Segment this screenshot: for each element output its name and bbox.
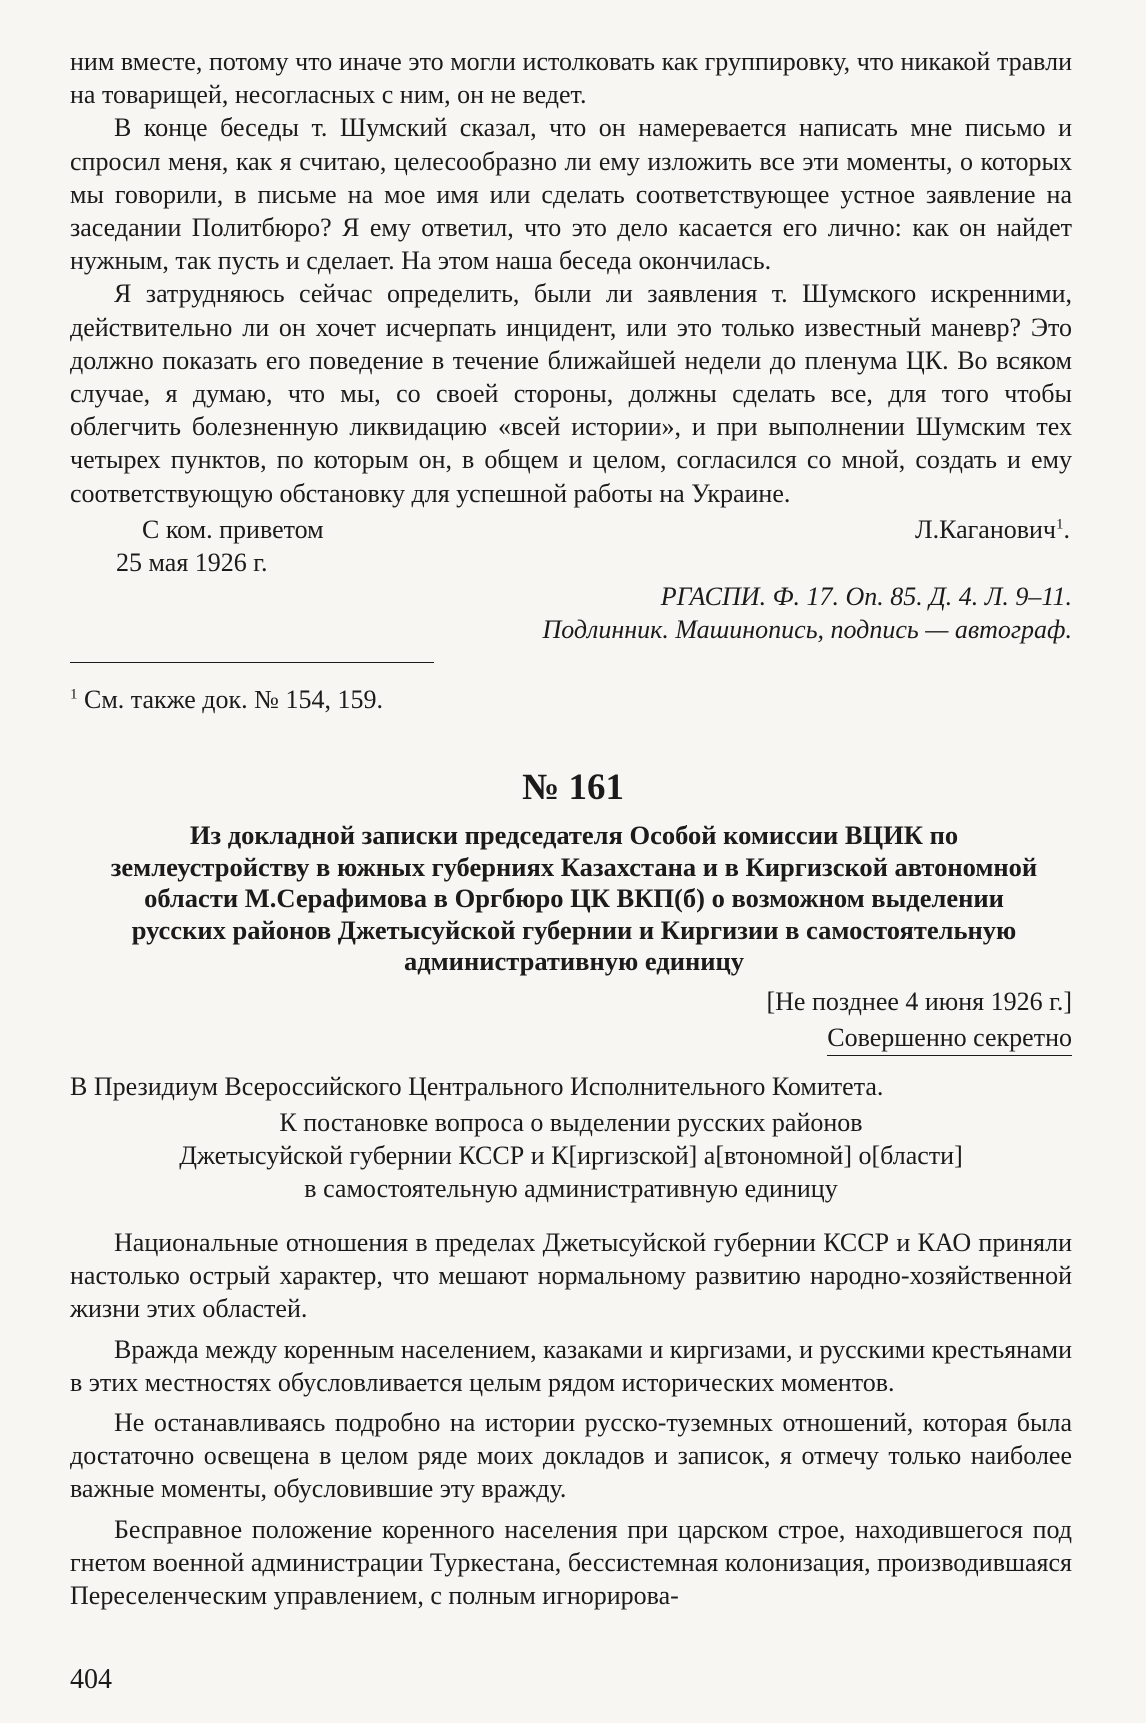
signature-block (70, 513, 1072, 579)
footnote-text: См. также док. № 154, 159. (77, 685, 383, 714)
letter-date: 25 мая 1926 г. (116, 548, 268, 578)
document-number: № 161 (522, 767, 624, 808)
footnote-number: 1 (70, 686, 78, 703)
document-title: Из докладной записки председателя Особой комиссии ВЦИК по землеустройству в южных губерниях Казахстана и в Киргизской автономной области М.Серафимова в Оргбюро ЦК ВКП(б) о возможном выделении русских районов Джетысуйской губернии и Киргизии в самостоятельную административную единицу (110, 820, 1038, 977)
subject-line-3: в самостоятельную административную единицу (304, 1174, 838, 1204)
report-body (70, 1226, 1072, 1619)
archive-reference (70, 580, 1072, 646)
subject-line-1: К постановке вопроса о выделении русских районов (279, 1108, 863, 1137)
subject-line-2: Джетысуйской губернии КССР и К[иргизской] а[втономной] о[бласти] (179, 1141, 963, 1171)
letter-paragraph-3: Я затрудняюсь сейчас определить, были ли заявления т. Шумского искренними, действительно ли он хочет исчерпать инцидент, или это только известный маневр? Это должно показать его поведение в течение ближайшей недели до пленума ЦК. Во всяком случае, я думаю, что мы, со своей стороны, должны сделать все, для того чтобы облегчить болезненную ликвидацию «всей истории», и при выполнении Шумским тех четырех пунктов, по которым он, в общем и целом, согласился со мной, создать и ему соответствующую обстановку для успешной работы на Украине. (70, 279, 1072, 508)
archive-citation: РГАСПИ. Ф. 17. Оп. 85. Д. 4. Л. 9–11. (660, 582, 1072, 611)
letter-paragraph-2: В конце беседы т. Шумский сказал, что он намеревается написать мне письмо и спросил меня, как я считаю, целесообразно ли ему изложить все эти моменты, о которых мы говорили, в письме на мое имя или сделать соответствующее устное заявление на заседании Политбюро? Я ему ответил, что это дело касается его лично: как он найдет нужным, так пусть и сделает. На этом наша беседа окончилась. (70, 113, 1072, 276)
document-date: [Не позднее 4 июня 1926 г.] (766, 987, 1072, 1016)
signatory-name: Л.Каганович$^1$. (914, 515, 1070, 544)
signatory-name-text: Л.Каганович (914, 515, 1056, 544)
page-number: 404 (70, 1664, 112, 1695)
letter-body (70, 45, 1072, 510)
report-paragraph-3: Не останавливаясь подробно на истории русско-туземных отношений, которая была достаточно освещена в целом ряде моих докладов и записок, я отмечу только наиболее важные моменты, обусловившие эту вражду. (70, 1408, 1072, 1504)
letter-paragraph-1: ним вместе, потому что иначе это могли истолковать как группировку, что никакой травли на товарищей, несогласных с ним, он не ведет. (70, 47, 1072, 110)
addressee: В Президиум Всероссийского Центрального Исполнительного Комитета. (70, 1072, 884, 1101)
report-paragraph-4: Бесправное положение коренного населения при царском строе, находившегося под гнетом военной администрации Туркестана, бессистемная колонизация, производившаяся Переселенческим управлением, с полным игнорирова- (70, 1514, 1072, 1611)
classification-label: Совершенно секретно (827, 1021, 1072, 1056)
footnote-divider (70, 662, 434, 663)
closing-greeting: С ком. приветом (142, 515, 324, 544)
footnote-marker: 1 (1056, 516, 1064, 533)
archive-note: Подлинник. Машинопись, подпись — автограф. (542, 615, 1072, 645)
footnote (70, 683, 383, 716)
report-paragraph-2: Вражда между коренным населением, казаками и киргизами, и русскими крестьянами в этих местностях обусловливается целым рядом исторических моментов. (70, 1334, 1072, 1397)
subject-heading (70, 1106, 1072, 1206)
report-paragraph-1: Национальные отношения в пределах Джетысуйской губернии КССР и КАО приняли настолько острый характер, что мешают нормальному развитию народно-хозяйственной жизни этих областей. (70, 1228, 1072, 1324)
